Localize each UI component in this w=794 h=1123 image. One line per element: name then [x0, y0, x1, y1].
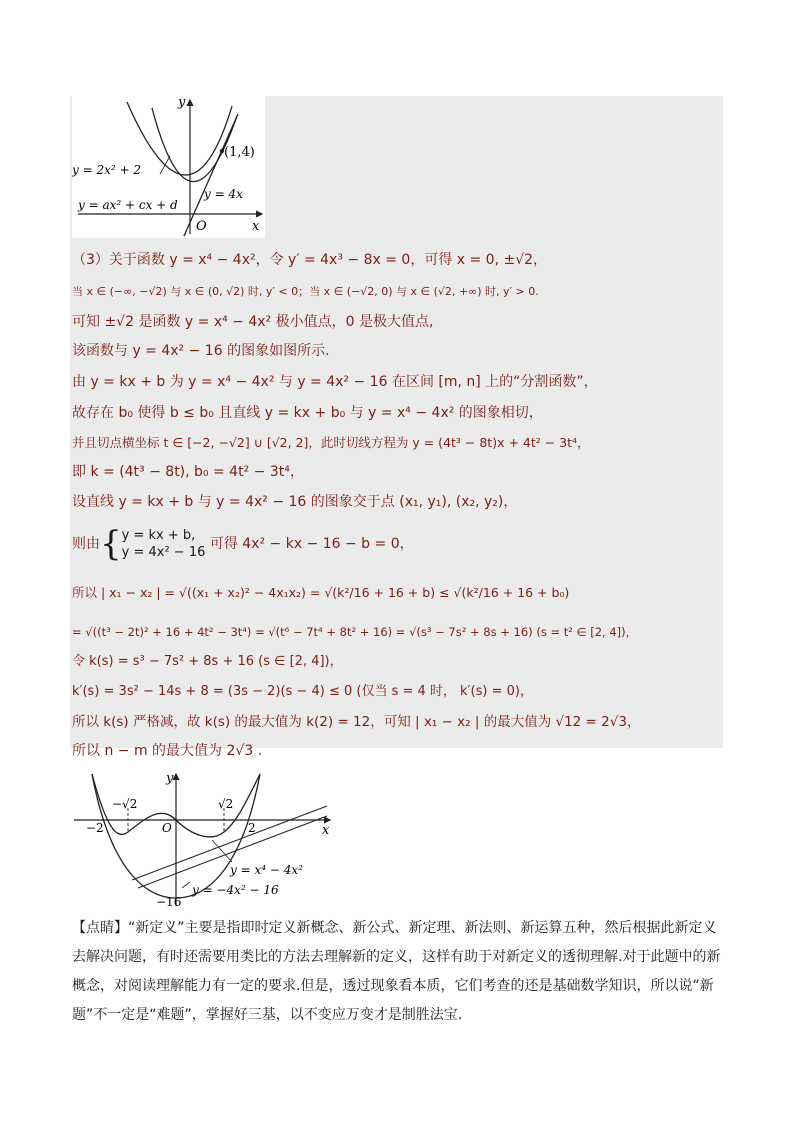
- solution-line-16: 所以 n − m 的最大值为 2√3 .: [72, 743, 263, 759]
- figure-parabolas-tangent: [72, 96, 265, 238]
- solution-line-6: 故存在 b₀ 使得 b ≤ b₀ 且直线 y = kx + b₀ 与 y = x⁴ − 4x² 的图象相切，: [72, 405, 543, 421]
- solution-line-2: 当 x ∈ (−∞, −√2) 与 x ∈ (0, √2) 时, y′ < 0；当 x ∈ (−√2, 0) 与 x ∈ (√2, +∞) 时, y′ > 0.: [72, 285, 539, 298]
- curve2-label: y = ax² + cx + d: [78, 198, 178, 212]
- tick-neg-sqrt2: −√2: [112, 797, 138, 811]
- system-eq-2: y = 4x² − 16: [121, 545, 206, 560]
- parabola-label: y = −4x² − 16: [192, 883, 279, 897]
- figure1-svg: [72, 96, 265, 238]
- solution-line-11: 所以 | x₁ − x₂ | = √((x₁ + x₂)² − 4x₁x₂) = √(k²/16 + 16 + b) ≤ √(k²/16 + 16 + b₀): [72, 585, 570, 600]
- solution-line-12: = √((t³ − 2t)² + 16 + 4t² − 3t⁴) = √(t⁶ − 7t⁴ + 8t² + 16) = √(s³ − 7s² + 8s + 16) (s = t² ∈ [2, 4])，: [72, 625, 638, 639]
- solution-line-8: 即 k = (4t³ − 8t), b₀ = 4t² − 3t⁴，: [72, 464, 304, 480]
- solution-line-15: 所以 k(s) 严格减，故 k(s) 的最大值为 k(2) = 12，可知 | x₁ − x₂ | 的最大值为 √12 = 2√3，: [72, 714, 641, 730]
- solution-line-4: 该函数与 y = 4x² − 16 的图象如图所示.: [72, 343, 330, 359]
- solution-line-5: 由 y = kx + b 为 y = x⁴ − 4x² 与 y = 4x² − 16 在区间 [m, n] 上的“分割函数”，: [72, 374, 598, 390]
- curve1-label: y = 2x² + 2: [72, 163, 141, 177]
- x-axis-label: x: [322, 823, 330, 838]
- solution-line-1: （3）关于函数 y = x⁴ − 4x²，令 y′ = 4x³ − 8x = 0，可得 x = 0, ±√2，: [72, 252, 548, 268]
- solution-line-10: 则由{y = kx + b, y = 4x² − 16 可得 4x² − kx − 16 − b = 0，: [72, 524, 414, 564]
- figure-quartic-parabola: [72, 770, 334, 910]
- tick-neg2: −2: [86, 821, 104, 835]
- y-axis-label: y: [178, 96, 186, 110]
- solution-line-3: 可知 ±√2 是函数 y = x⁴ − 4x² 极小值点，0 是极大值点,: [72, 314, 434, 330]
- quartic-label: y = x⁴ − 4x²: [230, 863, 303, 877]
- tangent-line-4x: [184, 114, 238, 236]
- origin-label: O: [196, 219, 207, 234]
- point-label: (1,4): [224, 145, 255, 160]
- origin-label: O: [162, 821, 172, 835]
- solution-line-14: k′(s) = 3s² − 14s + 8 = (3s − 2)(s − 4) ≤ 0 (仅当 s = 4 时， k′(s) = 0)，: [72, 684, 533, 699]
- x-axis-label: x: [252, 219, 260, 234]
- tick-sqrt2: √2: [218, 797, 234, 811]
- figure2-svg: [72, 770, 334, 910]
- y-axis-label: y: [166, 771, 174, 786]
- tick-neg16: −16: [156, 895, 182, 909]
- key-point-note: 【点睛】“新定义”主要是指即时定义新概念、新公式、新定理、新法则、新运算五种，然后根据此新定义去解决问题，有时还需要用类比的方法去理解新的定义，这样有助于对新定义的透彻理解.对于此题中的新概念，对阅读理解能力有一定的要求.但是，透过现象看本质，它们考查的还是基础数学知识，所以说“新题”不一定是“难题”，掌握好三基，以不变应万变才是制胜法宝.: [72, 920, 721, 1023]
- tick-2: 2: [248, 821, 256, 835]
- solution-line-9: 设直线 y = kx + b 与 y = 4x² − 16 的图象交于点 (x₁, y₁), (x₂, y₂)，: [72, 494, 518, 510]
- solution-line-13: 令 k(s) = s³ − 7s² + 8s + 16 (s ∈ [2, 4])，: [72, 654, 343, 669]
- system-eq-1: y = kx + b,: [121, 528, 196, 543]
- line-label: y = 4x: [204, 187, 243, 201]
- solution-line-7: 并且切点横坐标 t ∈ [−2, −√2] ∪ [√2, 2]，此时切线方程为 y = (4t³ − 8t)x + 4t² − 3t⁴，: [72, 435, 590, 450]
